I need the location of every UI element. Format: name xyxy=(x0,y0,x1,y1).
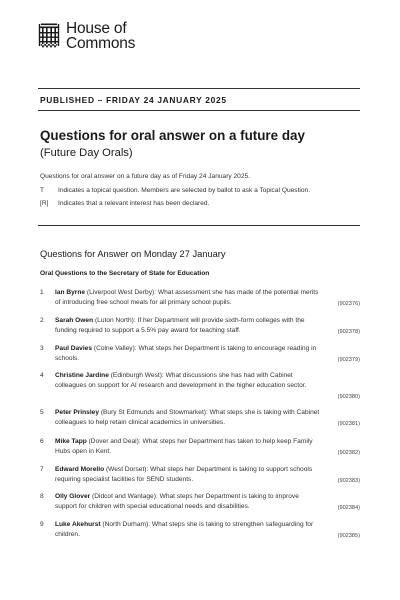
department-subheading: Oral Questions to the Secretary of State for Education xyxy=(40,270,210,277)
published-date: PUBLISHED – FRIDAY 24 JANUARY 2025 xyxy=(40,95,227,105)
question-number: 1 xyxy=(40,289,44,296)
question-text-line-2: of introducing free school meals for all primary school pupils. xyxy=(55,299,232,307)
question-item xyxy=(40,465,360,495)
question-text-line-2: funding required to support a 5.5% pay award for teaching staff. xyxy=(55,327,241,335)
legend-text: Indicates a topical question. Members are selected by ballot to ask a Topical Question. xyxy=(58,187,311,194)
question-reference: (902378) xyxy=(337,329,360,335)
member-constituency: (Didcot and Wantage) xyxy=(92,493,156,500)
question-text-line-2: children. xyxy=(55,531,80,539)
logo-line-2: Commons xyxy=(66,34,136,52)
question-item xyxy=(40,408,360,438)
question-text-line-2: Hubs open in Kent. xyxy=(55,448,112,456)
divider-top xyxy=(38,88,360,89)
legend-topical xyxy=(40,187,310,194)
question-item xyxy=(40,492,360,522)
question-item xyxy=(40,344,360,374)
question-number: 3 xyxy=(40,345,44,352)
question-reference: (902382) xyxy=(337,450,360,456)
legend-symbol: [R] xyxy=(40,200,49,207)
member-name: Paul Davies xyxy=(55,345,93,352)
question-text-line-2: support for children with special educational needs and disabilities. xyxy=(55,503,250,511)
house-of-commons-logo xyxy=(38,22,135,51)
member-name: Peter Prinsley xyxy=(55,409,99,416)
legend-symbol: T xyxy=(40,187,45,194)
member-constituency: (Luton North) xyxy=(94,317,134,324)
question-item xyxy=(40,316,360,346)
legend-relevant-interest xyxy=(40,200,209,207)
logo-line-1: House of xyxy=(66,20,127,37)
member-constituency: (Edinburgh West) xyxy=(110,372,162,379)
question-text-line-2: colleagues to help retain clinical academics in universities. xyxy=(55,419,226,427)
question-text-line-1: : What steps she is taking with Cabinet xyxy=(206,409,320,416)
question-number: 2 xyxy=(40,317,44,324)
question-item xyxy=(40,520,360,550)
portcullis-icon xyxy=(38,22,60,48)
question-reference: (902385) xyxy=(337,533,360,539)
member-name: Luke Akehurst xyxy=(55,521,101,528)
question-reference: (902381) xyxy=(337,421,360,427)
member-name: Olly Glover xyxy=(55,493,91,500)
legend-text: Indicates that a relevant interest has been declared. xyxy=(58,200,210,207)
question-number: 9 xyxy=(40,521,44,528)
member-constituency: (North Durham) xyxy=(102,521,149,528)
member-constituency: (Colne Valley) xyxy=(93,345,135,352)
question-reference: (902383) xyxy=(337,478,360,484)
question-item xyxy=(40,288,360,318)
member-constituency: (Liverpool West Derby) xyxy=(86,289,155,296)
logo-wordmark xyxy=(66,22,135,51)
question-text-line-1: : What steps her Department is taking to improve xyxy=(155,493,299,500)
question-text-line-1: : What steps her Department is taking to support schools xyxy=(146,466,313,473)
question-text-line-2: requiring specialist facilities for SEND students. xyxy=(55,476,194,484)
divider-published xyxy=(38,110,360,111)
section-heading: Questions for Answer on Monday 27 January xyxy=(40,249,226,259)
member-constituency: (Dover and Deal) xyxy=(88,438,139,445)
question-reference: (902384) xyxy=(337,505,360,511)
question-number: 6 xyxy=(40,438,44,445)
member-name: Sarah Owen xyxy=(55,317,94,324)
member-constituency: (West Dorset) xyxy=(105,466,147,473)
question-number: 4 xyxy=(40,372,44,379)
divider-section xyxy=(38,225,360,226)
question-text-line-1: : What assessment she has made of the potential merits xyxy=(154,289,319,296)
member-name: Ian Byrne xyxy=(55,289,86,296)
question-reference: (902376) xyxy=(337,301,360,307)
question-text-line-1: : What steps her Department has taken to help keep Family xyxy=(138,438,313,445)
question-text-line-2: schools. xyxy=(55,355,80,363)
question-number: 8 xyxy=(40,493,44,500)
page-subtitle: (Future Day Orals) xyxy=(40,147,133,159)
member-constituency: (Bury St Edmunds and Stowmarket) xyxy=(100,409,207,416)
question-reference: (902380) xyxy=(337,394,360,400)
question-item xyxy=(40,371,360,401)
intro-text: Questions for oral answer on a future day as of Friday 24 January 2025. xyxy=(40,173,251,180)
member-name: Christine Jardine xyxy=(55,372,109,379)
question-text-line-1: : What discussions she has had with Cabinet xyxy=(161,372,293,379)
question-item xyxy=(40,437,360,467)
page-title: Questions for oral answer on a future day xyxy=(40,128,305,143)
question-number: 7 xyxy=(40,466,44,473)
question-number: 5 xyxy=(40,409,44,416)
question-text-line-1: : If her Department will provide sixth-form colleges with the xyxy=(133,317,305,324)
question-reference: (902379) xyxy=(337,357,360,363)
question-text-line-2: colleagues on support for AI research and development in the higher education sector. xyxy=(55,382,307,390)
member-name: Mike Tapp xyxy=(55,438,87,445)
member-name: Edward Morello xyxy=(55,466,105,473)
question-text-line-1: : What steps her Department is taking to encourage reading in xyxy=(134,345,317,352)
question-text-line-1: : What steps she is taking to strengthen safeguarding for xyxy=(148,521,314,528)
